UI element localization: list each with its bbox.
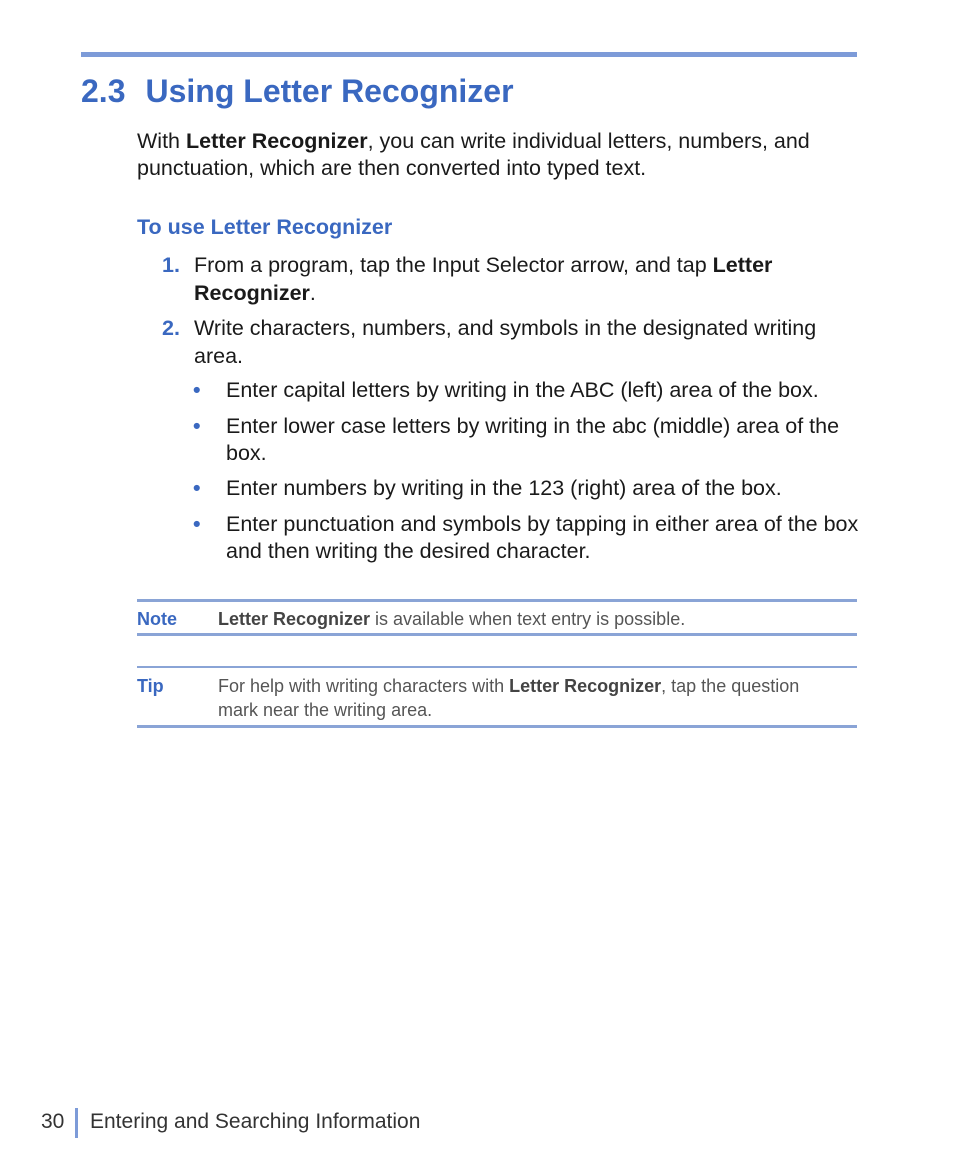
tip-bottom-rule: [137, 725, 857, 728]
tip-label: Tip: [137, 676, 164, 696]
bullet-icon: •: [193, 476, 201, 500]
tip-text-post: , tap the question mark near the writing area.: [218, 676, 800, 720]
top-rule: [81, 52, 857, 57]
bullet-item: [193, 511, 863, 565]
procedure-title: To use Letter Recognizer: [137, 215, 393, 239]
note-top-rule: [137, 599, 857, 602]
tip-text-bold: Letter Recognizer: [509, 676, 662, 696]
intro-text-bold: Letter Recognizer: [185, 129, 368, 153]
chapter-title: Entering and Searching Information: [90, 1110, 421, 1133]
bullet-item: [193, 377, 863, 404]
note-bottom-rule: [137, 633, 857, 636]
note-text-bold: Letter Recognizer: [218, 609, 371, 629]
step-2: [162, 314, 862, 370]
intro-text-post: , you can write individual letters, numbers, and punctuation, which are then converted into typed text.: [137, 129, 810, 180]
intro-paragraph: [137, 128, 857, 182]
step-number: 1.: [162, 253, 180, 277]
intro-text-pre: With: [137, 129, 186, 153]
section-heading: [81, 73, 514, 110]
page-number: 30: [41, 1110, 65, 1133]
bullet-text: Enter lower case letters by writing in the abc (middle) area of the box.: [226, 414, 840, 465]
step-1: [162, 251, 862, 307]
section-title: Using Letter Recognizer: [145, 73, 514, 109]
step-text-pre: From a program, tap the Input Selector arrow, and tap: [194, 253, 713, 277]
note-text: [218, 607, 818, 631]
step-text-bold: Letter Recognizer: [194, 253, 773, 305]
note-text-post: is available when text entry is possible.: [370, 609, 686, 629]
bullet-icon: •: [193, 512, 201, 536]
tip-text: [218, 674, 818, 722]
bullet-icon: •: [193, 378, 201, 402]
footer-divider: [75, 1108, 78, 1138]
step-text: [194, 251, 862, 307]
bullet-text: Enter punctuation and symbols by tapping in either area of the box and then writing the desired character.: [226, 512, 859, 563]
section-number: 2.3: [81, 73, 126, 109]
tip-text-pre: For help with writing characters with: [218, 676, 510, 696]
tip-top-rule: [137, 666, 857, 668]
step-number: 2.: [162, 316, 180, 340]
step-text-post: .: [309, 281, 316, 305]
note-label: Note: [137, 609, 177, 629]
bullet-icon: •: [193, 414, 201, 438]
bullet-text: Enter capital letters by writing in the ABC (left) area of the box.: [226, 378, 819, 402]
bullet-item: [193, 475, 863, 502]
bullet-text: Enter numbers by writing in the 123 (right) area of the box.: [226, 476, 782, 500]
bullet-item: [193, 413, 863, 467]
step-text: Write characters, numbers, and symbols in the designated writing area.: [194, 316, 817, 368]
